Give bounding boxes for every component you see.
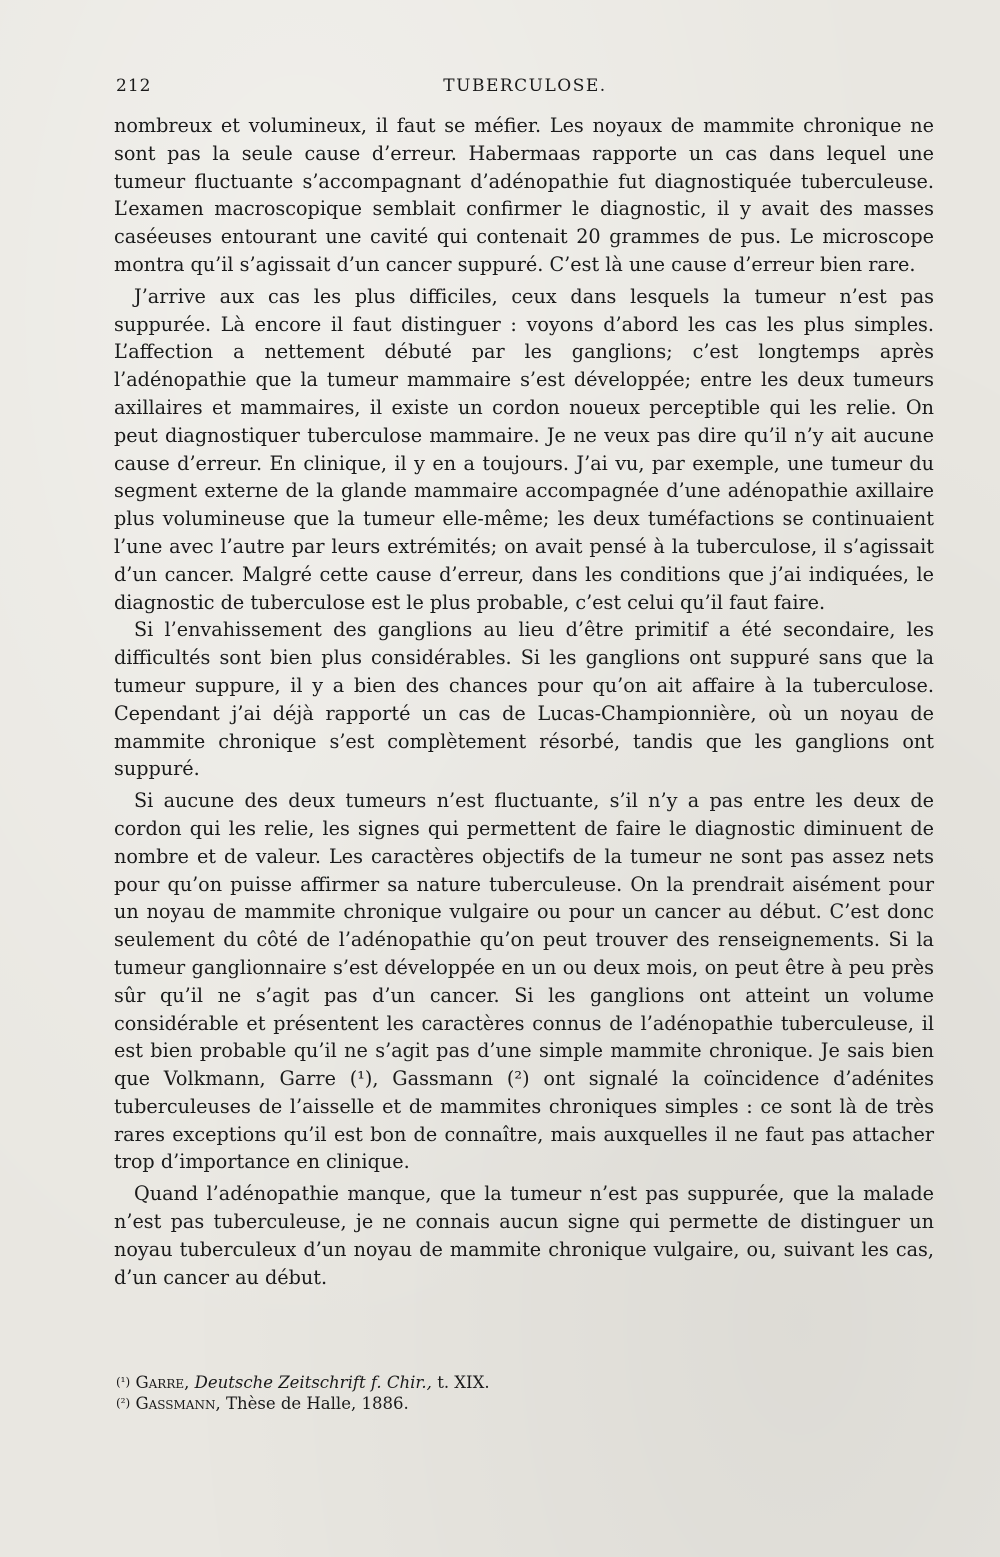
paragraph: Quand l’adénopathie manque, que la tumeur n’est pas suppurée, que la malade n’est pas tuberculeuse, je ne connais aucun signe qui permette de distinguer un noyau tuberculeux d’un noyau de mammite chronique vulgaire, ou, suivant les cas, d’un cancer au début. xyxy=(114,1182,934,1289)
body-text xyxy=(114,112,934,1291)
paragraph-continued: nombreux et volumineux, il faut se méfier. Les noyaux de mammite chronique ne sont pas la seule cause d’erreur. Habermaas rapporte un cas dans lequel une tumeur fluctuante s’accompagnant d’adénopathie fut diagnostiquée tuberculeuse. L’examen macroscopique semblait confirmer le diagnostic, il y avait des masses caséeuses entourant une cavité qui contenait 20 grammes de pus. Le microscope montra qu’il s’agissait d’un cancer suppuré. C’est là une cause d’erreur bien rare. xyxy=(114,114,934,276)
footnote-mark: (²) xyxy=(116,1396,131,1410)
footnote-mark: (¹) xyxy=(116,1375,131,1389)
footnote-journal: Deutsche Zeitschrift f. Chir., xyxy=(194,1373,432,1392)
running-title: TUBERCULOSE. xyxy=(443,76,607,96)
paragraph: Si l’envahissement des ganglions au lieu d’être primitif a été secondaire, les difficultés sont bien plus considérables. Si les ganglions ont suppuré sans que la tumeur suppure, il y a bien des chances pour qu’on ait affaire à la tuberculose. Cependant j’ai déjà rapporté un cas de Lucas-Championnière, où un noyau de mammite chronique s’est complètement résorbé, tandis que les ganglions ont suppuré. xyxy=(114,618,934,781)
page-number: 212 xyxy=(116,76,152,96)
footnote-reference: Thèse de Halle, 1886. xyxy=(225,1394,409,1413)
paragraph: Si aucune des deux tumeurs n’est fluctuante, s’il n’y a pas entre les deux de cordon qui les relie, les signes qui permettent de faire le diagnostic diminuent de nombre et de valeur. Les caractères objectifs de la tumeur ne sont pas assez nets pour qu’on puisse affirmer sa nature tuberculeuse. On la prendrait aisément pour un noyau de mammite chronique vulgaire ou pour un cancer au début. C’est donc seulement du côté de l’adénopathie qu’on peut trouver des renseignements. Si la tumeur ganglionnaire s’est développée en un ou deux mois, on peut être à peu près sûr qu’il ne s’agit pas d’un cancer. Si les ganglions ont atteint un volume considérable et présentent les caractères connus de l’adénopathie tuberculeuse, il est bien probable qu’il ne s’agit pas d’une simple mammite chronique. Je sais bien que Volkmann, Garre (¹), Gassmann (²) ont signalé la coïncidence d’adénites tuberculeuses de l’aisselle et de mammites chroniques simples : ce sont là de très rares exceptions qu’il est bon de connaître, mais auxquelles il ne faut pas attacher trop d’importance en clinique. xyxy=(114,789,934,1174)
footnote-volume: t. XIX. xyxy=(437,1373,490,1392)
running-head xyxy=(116,76,934,102)
footnote-author: Garre, xyxy=(135,1373,190,1392)
footnote-author: Gassmann, xyxy=(135,1394,221,1413)
paragraph: J’arrive aux cas les plus difficiles, ceux dans lesquels la tumeur n’est pas suppurée. Là encore il faut distinguer : voyons d’abord les cas les plus simples. L’affection a nettement débuté par les ganglions; c’est longtemps après l’adénopathie que la tumeur mammaire s’est développée; entre les deux tumeurs axillaires et mammaires, il existe un cordon noueux perceptible qui les relie. On peut diagnostiquer tuberculose mammaire. Je ne veux pas dire qu’il n’y ait aucune cause d’erreur. En clinique, il y en a toujours. J’ai vu, par exemple, une tumeur du segment externe de la glande mammaire accompagnée d’une adénopathie axillaire plus volumineuse que la tumeur elle-même; les deux tuméfactions se continuaient l’une avec l’autre par leurs extrémités; on avait pensé à la tuberculose, il s’agissait d’un cancer. Malgré cette cause d’erreur, dans les conditions que j’ai indiquées, le diagnostic de tuberculose est le plus probable, c’est celui qu’il faut faire. xyxy=(114,284,934,614)
footnote-1 xyxy=(116,1372,816,1393)
footnotes xyxy=(116,1372,816,1414)
footnote-2 xyxy=(116,1393,816,1414)
